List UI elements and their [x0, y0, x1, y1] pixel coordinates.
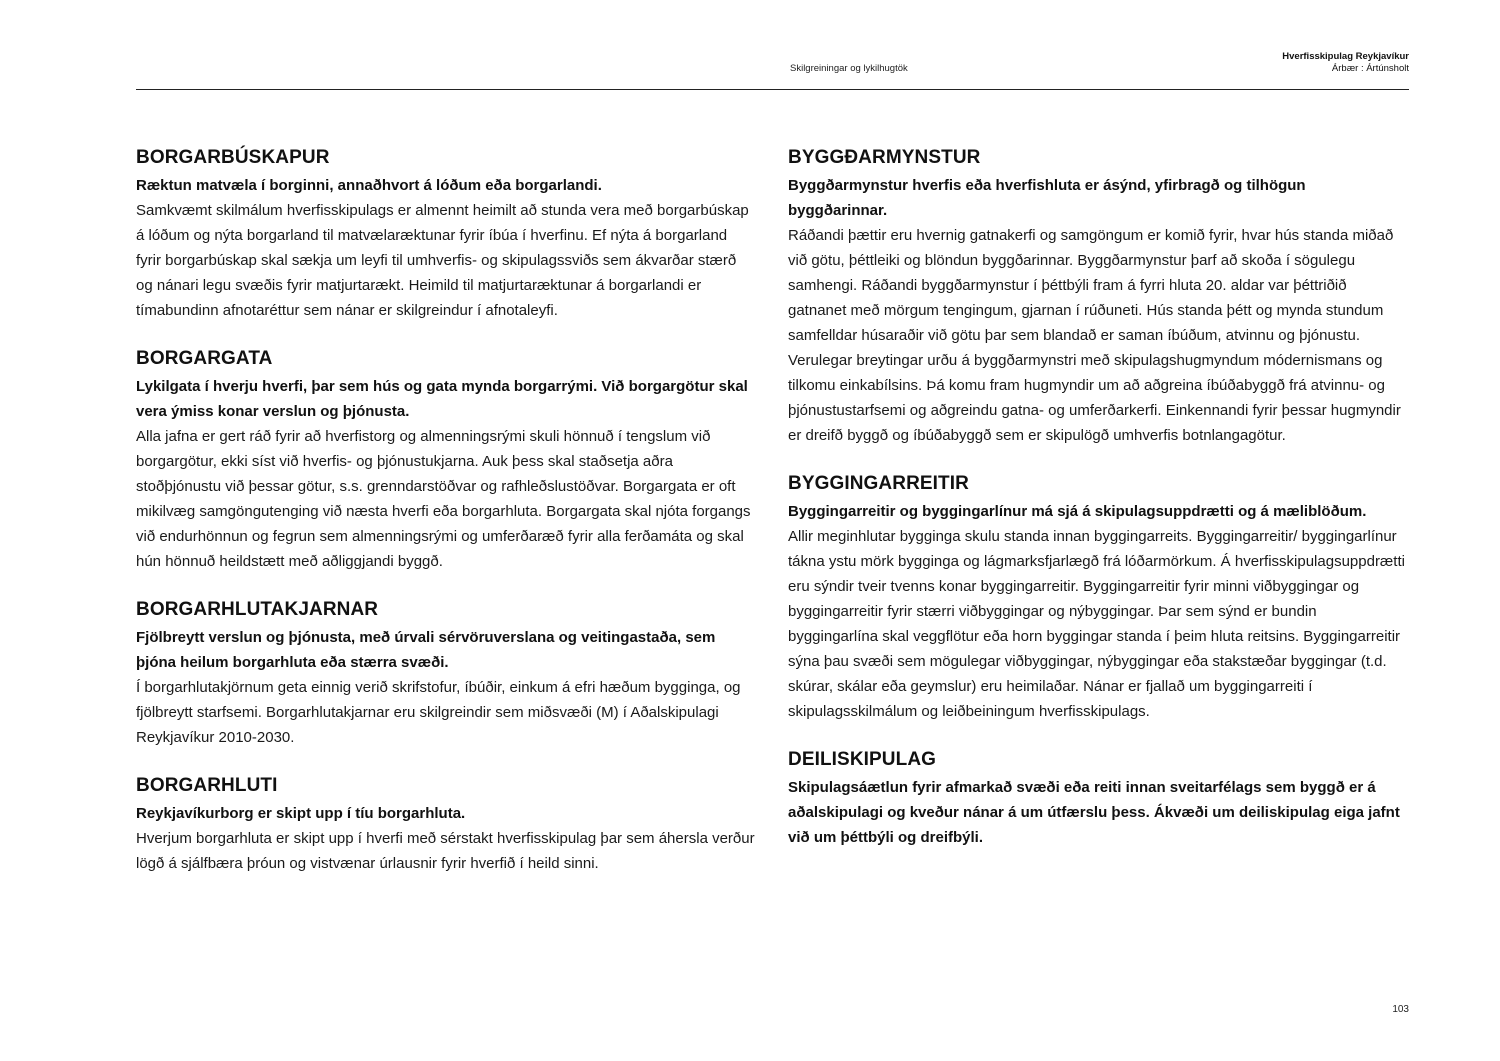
glossary-entry — [136, 146, 756, 323]
entry-term: BORGARHLUTI — [136, 775, 278, 796]
entry-term: BORGARHLUTAKJARNAR — [136, 599, 379, 620]
glossary-entry — [136, 347, 756, 574]
glossary-entry — [788, 472, 1408, 724]
document-title: Hverfisskipulag Reykjavíkur — [1282, 51, 1409, 62]
document-title-block — [1282, 51, 1409, 75]
glossary-entry — [136, 774, 756, 876]
glossary-entry — [136, 598, 756, 750]
entry-body: Í borgarhlutakjörnum geta einnig verið skrifstofur, íbúðir, einkum á efri hæðum bygginga, og fjölbreytt starfsemi. Borgarhlutakjarnar eru skilgreindir sem miðsvæði (M) í Aðalskipulagi Reykjavíkur 2010-2030. — [136, 679, 741, 746]
page-number: 103 — [1392, 1004, 1409, 1015]
entry-body: Allir meginhlutar bygginga skulu standa innan byggingarreits. Byggingarreitir/ byggingarlínur tákna ystu mörk bygginga og lágmarksfjarlægð frá lóðarmörkum. Á hverfisskipulagsuppdrætti eru sýndir tveir tvenns konar byggingarreitir. Byggingarreitir fyrir minni viðbyggingar og byggingarreitir fyrir stærri viðbyggingar og nýbyggingar. Þar sem sýnd er bundin byggingarlína skal veggflötur eða horn byggingar standa í þeim hluta reitsins. Byggingarreitir sýna þau svæði sem mögulegar viðbyggingar, nýbyggingar eða stakstæðar byggingar (t.d. skúrar, skálar eða geymslur) eru heimilaðar. Nánar er fjallað um byggingarreiti í skipulagsskilmálum og leiðbeiningum hverfisskipulags. — [788, 528, 1405, 720]
entry-body: Ráðandi þættir eru hvernig gatnakerfi og samgöngum er komið fyrir, hvar hús standa miðað við götu, þéttleiki og blöndun byggðarinnar. Byggðarmynstur þarf að skoða í sögulegu samhengi. Ráðandi byggðarmynstur í þéttbýli fram á fyrri hluta 20. aldar var þéttriðið gatnanet með mörgum tengingum, gjarnan í rúðuneti. Hús standa þétt og mynda stundum samfelldar húsaraðir við götu þar sem blandað er saman íbúðum, atvinnu og þjónustu. Verulegar breytingar urðu á byggðarmynstri með skipulagshugmyndum módernismans og tilkomu einkabílsins. Þá komu fram hugmyndir um að aðgreina íbúðabyggð frá atvinnu- og þjónustustarfsemi og aðgreindu gatna- og umferðarkerfi. Einkennandi fyrir þessar hugmyndir er dreifð byggð og íbúðabyggð sem er skipulögð umhverfis botnlangagötur. — [788, 227, 1401, 444]
header-rule — [136, 89, 1409, 90]
entry-body: Hverjum borgarhluta er skipt upp í hverfi með sérstakt hverfisskipulag þar sem áhersla verður lögð á sjálfbæra þróun og vistvænar úrlausnir fyrir hverfið í heild sinni. — [136, 830, 755, 872]
entry-term: BORGARBÚSKAPUR — [136, 147, 330, 168]
glossary-entry — [788, 146, 1408, 448]
entry-definition: Byggingarreitir og byggingarlínur má sjá á skipulagsuppdrætti og á mæliblöðum. — [788, 503, 1367, 520]
entry-term: BYGGÐARMYNSTUR — [788, 147, 981, 168]
entry-definition: Ræktun matvæla í borginni, annaðhvort á lóðum eða borgarlandi. — [136, 177, 602, 194]
entry-definition: Fjölbreytt verslun og þjónusta, með úrvali sérvöruverslana og veitingastaða, sem þjóna heilum borgarhluta eða stærra svæði. — [136, 629, 716, 671]
right-column — [788, 146, 1408, 874]
entry-definition: Lykilgata í hverju hverfi, þar sem hús og gata mynda borgarrými. Við borgargötur skal vera ýmiss konar verslun og þjónusta. — [136, 378, 748, 420]
entry-term: BYGGINGARREITIR — [788, 473, 969, 494]
entry-term: BORGARGATA — [136, 348, 273, 369]
section-title: Skilgreiningar og lykilhugtök — [790, 63, 908, 74]
entry-definition: Reykjavíkurborg er skipt upp í tíu borgarhluta. — [136, 805, 466, 822]
entry-body: Alla jafna er gert ráð fyrir að hverfistorg og almenningsrými skuli hönnuð í tengslum við borgargötur, ekki síst við hverfis- og þjónustukjarna. Auk þess skal staðsetja aðra stoðþjónustu við þessar götur, s.s. grenndarstöðvar og rafhleðslustöðvar. Borgargata er oft mikilvæg samgöngutenging við næsta hverfi eða borgarhluta. Borgargata skal njóta forgangs við endurhönnun og fegrun sem almenningsrými og umferðaræð fyrir alla ferðamáta og skal hún hönnuð heildstætt með aðliggjandi byggð. — [136, 428, 751, 570]
entry-term: DEILISKIPULAG — [788, 749, 937, 770]
entry-definition: Byggðarmynstur hverfis eða hverfishluta er ásýnd, yfirbragð og tilhögun byggðarinnar. — [788, 177, 1306, 219]
entry-definition: Skipulagsáætlun fyrir afmarkað svæði eða reiti innan sveitarfélags sem byggð er á aðalskipulagi og kveður nánar á um útfærslu þess. Ákvæði um deiliskipulag eiga jafnt við um þéttbýli og dreifbýli. — [788, 779, 1400, 846]
left-column — [136, 146, 756, 900]
entry-body: Samkvæmt skilmálum hverfisskipulags er almennt heimilt að stunda vera með borgarbúskap á lóðum og nýta borgarland til matvælaræktunar fyrir íbúa í hverfinu. Ef nýta á borgarland fyrir borgarbúskap skal sækja um leyfi til umhverfis- og skipulagssviðs sem ákvarðar stærð og nánari legu svæðis fyrir matjurtarækt. Heimild til matjurtaræktunar á borgarlandi er tímabundinn afnotaréttur sem nánar er skilgreindur í afnotaleyfi. — [136, 202, 749, 319]
glossary-entry — [788, 748, 1408, 850]
document-subtitle: Árbær : Ártúnsholt — [1331, 63, 1409, 74]
